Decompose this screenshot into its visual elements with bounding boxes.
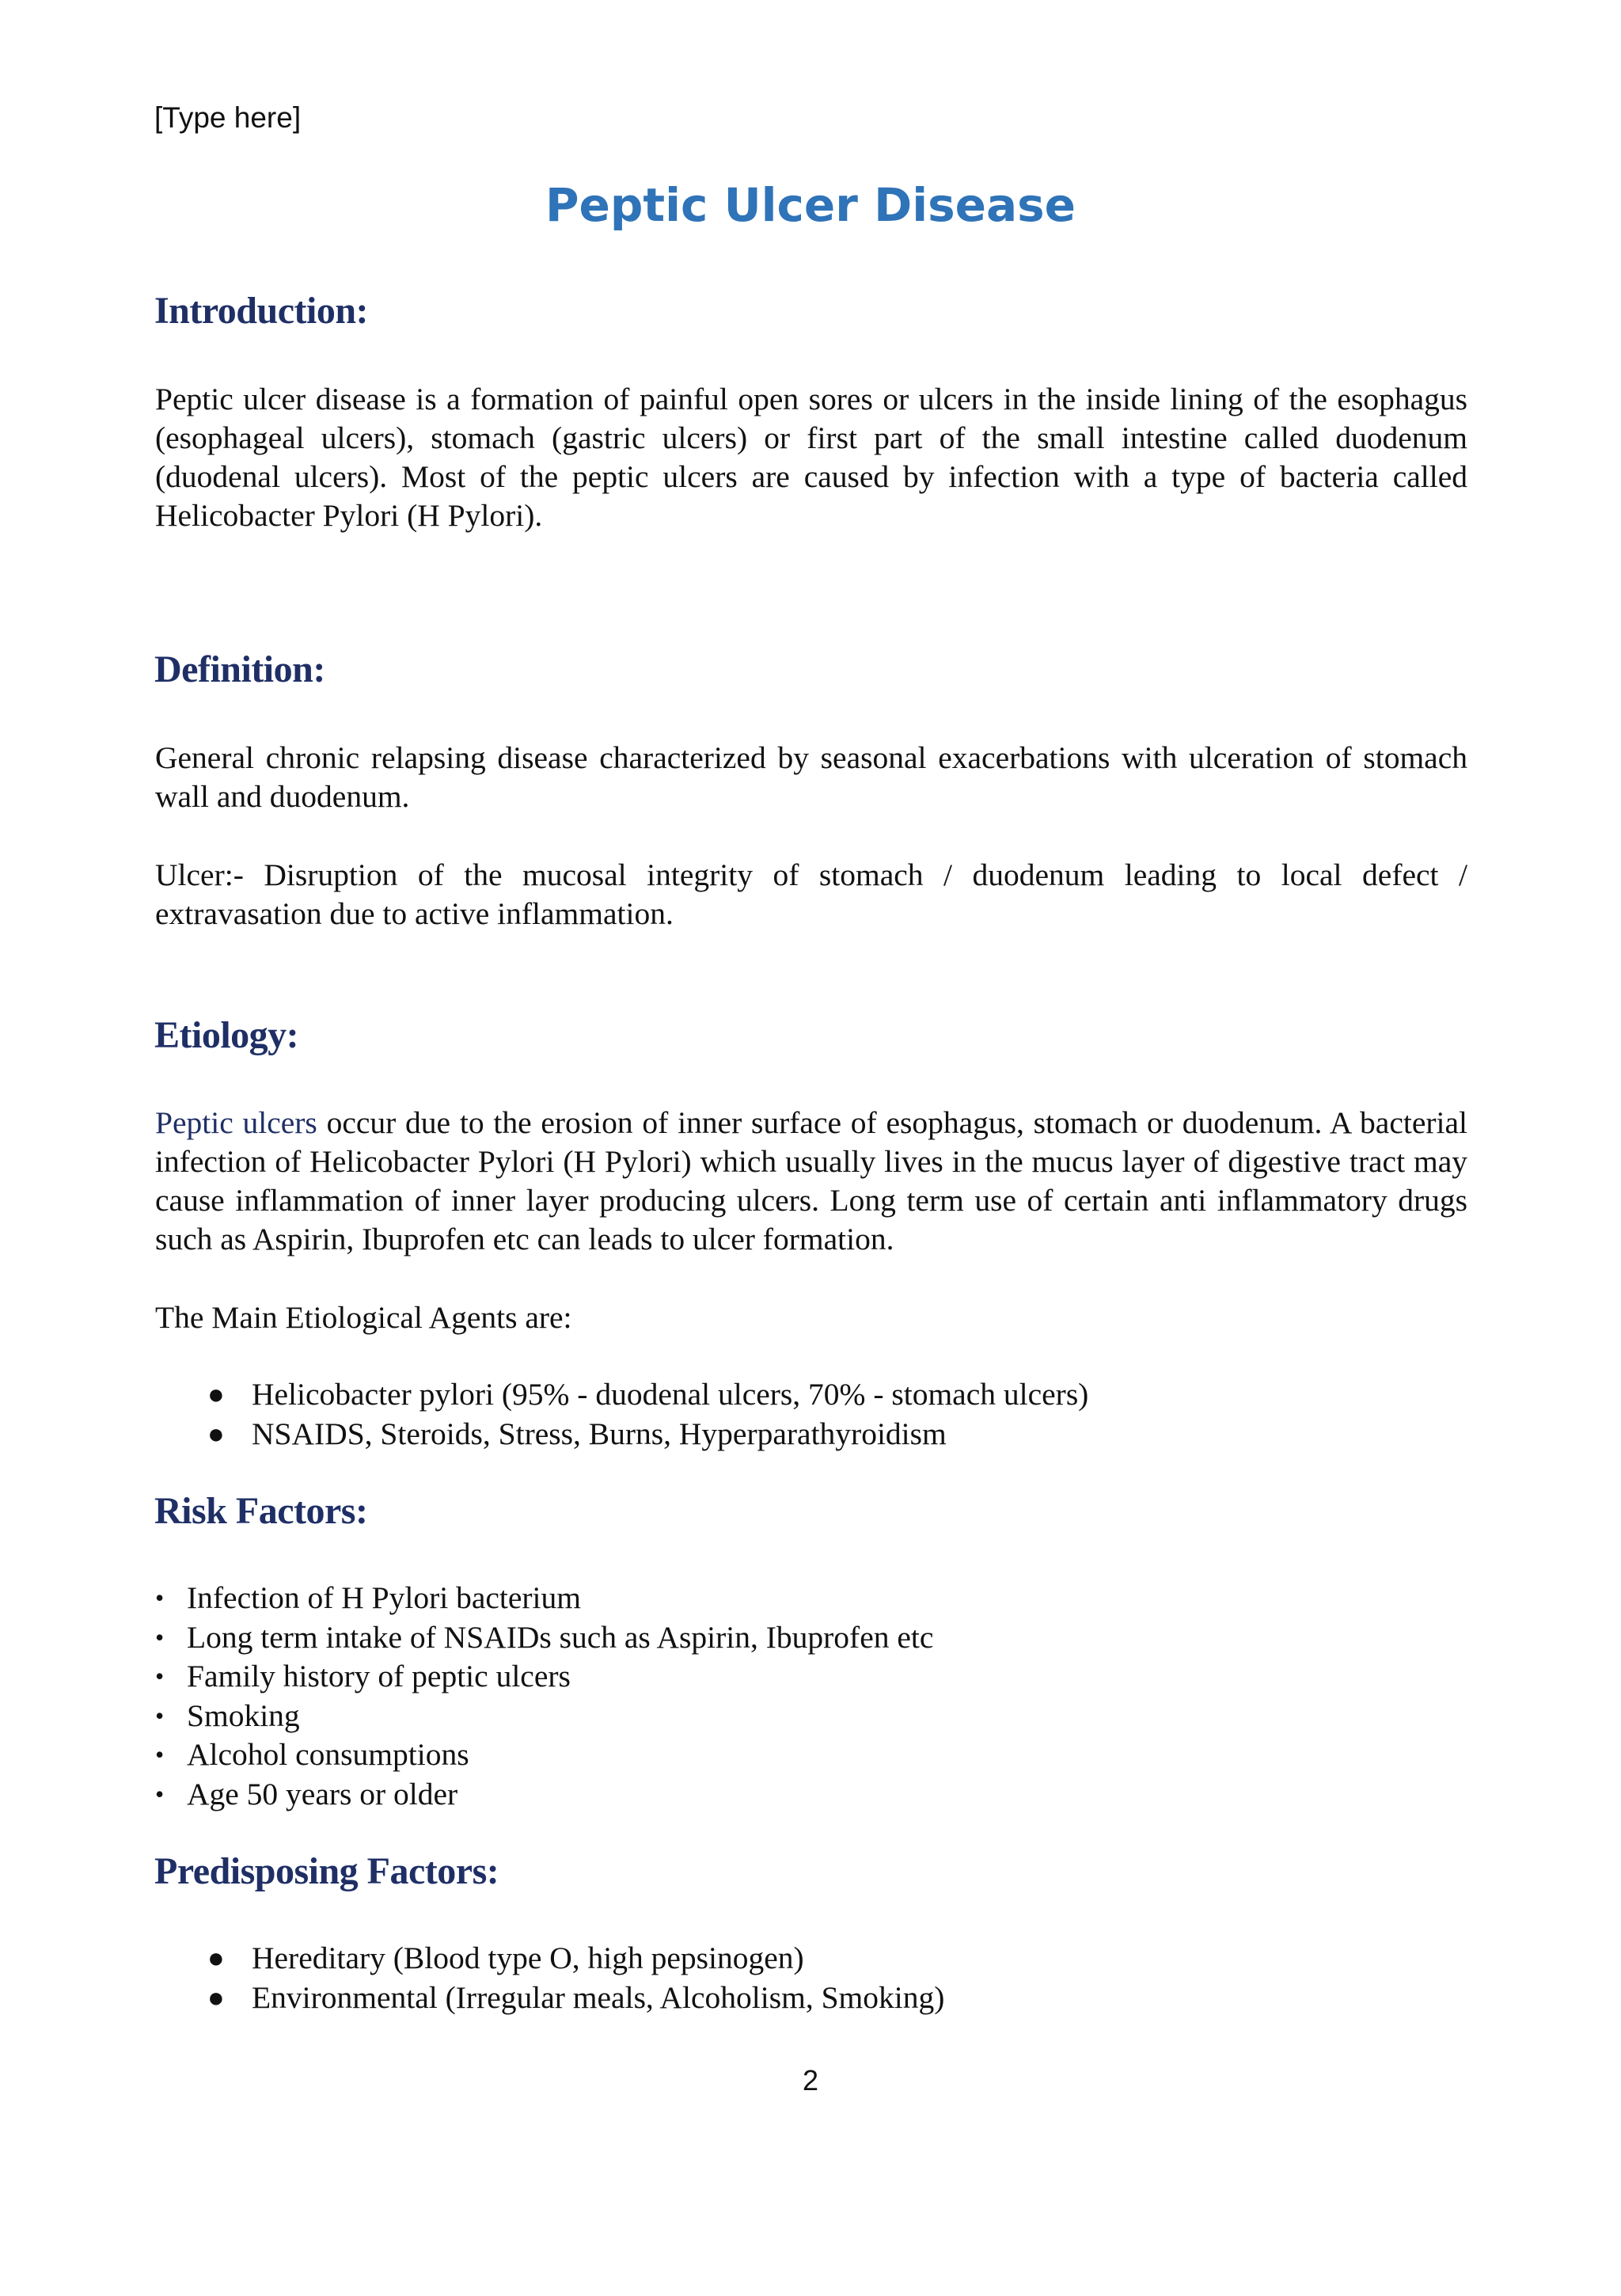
bullet-icon: •	[155, 1662, 165, 1690]
bullet-icon: •	[155, 1622, 165, 1652]
list-item: • Family history of peptic ulcers	[155, 1657, 933, 1697]
list-item: • Infection of H Pylori bacterium	[155, 1579, 933, 1618]
risk-factors-heading: Risk Factors:	[154, 1490, 368, 1532]
bullet-icon: ●	[207, 1417, 225, 1450]
list-item: • Alcohol consumptions	[155, 1735, 933, 1775]
bullet-icon: •	[155, 1583, 165, 1612]
list-item: • Long term intake of NSAIDs such as Aspirin, Ibuprofen etc	[155, 1618, 933, 1658]
predisposing-factors-heading: Predisposing Factors:	[154, 1850, 499, 1892]
etiology-paragraph-text: occur due to the erosion of inner surface of esophagus, stomach or duodenum. A bacterial infection of Helicobacter Pylori (H Pylori) which usually lives in the mucus layer of digestive tract may cause inflammation of inner layer producing ulcers. Long term use of certain anti inflammatory drugs such as Aspirin, Ibuprofen etc can leads to ulcer formation.	[155, 1105, 1467, 1256]
introduction-paragraph: Peptic ulcer disease is a formation of painful open sores or ulcers in the inside lining of the esophagus (esophageal ulcers), stomach (gastric ulcers) or first part of the small intestine called duodenum (duodenal ulcers). Most of the peptic ulcers are caused by infection with a type of bacteria called Helicobacter Pylori (H Pylori).	[155, 382, 1467, 533]
list-item: ● Environmental (Irregular meals, Alcoholism, Smoking)	[155, 1979, 944, 2018]
bullet-icon: •	[155, 1740, 165, 1769]
bullet-icon: •	[155, 1701, 165, 1730]
list-item: • Smoking	[155, 1697, 933, 1736]
document-title: Peptic Ulcer Disease	[545, 178, 1076, 232]
definition-paragraph: General chronic relapsing disease characterized by seasonal exacerbations with ulceration of stomach wall and duodenum.	[155, 740, 1467, 814]
risk-factors-list	[155, 1579, 933, 1814]
etiological-agents-list	[155, 1375, 1088, 1454]
page-number: 2	[802, 2064, 819, 2096]
introduction-heading: Introduction:	[154, 290, 368, 332]
list-item: • Age 50 years or older	[155, 1775, 933, 1815]
etiology-paragraph	[155, 1104, 1467, 1259]
definition-heading: Definition:	[154, 648, 325, 690]
etiology-heading: Etiology:	[154, 1014, 299, 1056]
page-header: [Type here]	[154, 101, 302, 134]
bullet-icon: ●	[207, 1942, 225, 1974]
peptic-ulcers-link[interactable]: Peptic ulcers	[155, 1105, 317, 1140]
ulcer-definition-paragraph: Ulcer:- Disruption of the mucosal integrity of stomach / duodenum leading to local defect / extravasation due to active inflammation.	[155, 857, 1467, 931]
bullet-icon: •	[155, 1779, 165, 1808]
bullet-icon: ●	[207, 1981, 225, 2013]
etiological-agents-intro: The Main Etiological Agents are:	[155, 1300, 572, 1335]
list-item: ● Hereditary (Blood type O, high pepsinogen)	[155, 1939, 944, 1979]
bullet-icon: ●	[207, 1378, 225, 1410]
list-item: ● Helicobacter pylori (95% - duodenal ulcers, 70% - stomach ulcers)	[155, 1375, 1088, 1415]
list-item: ● NSAIDS, Steroids, Stress, Burns, Hyperparathyroidism	[155, 1415, 1088, 1454]
predisposing-factors-list	[155, 1939, 944, 2017]
